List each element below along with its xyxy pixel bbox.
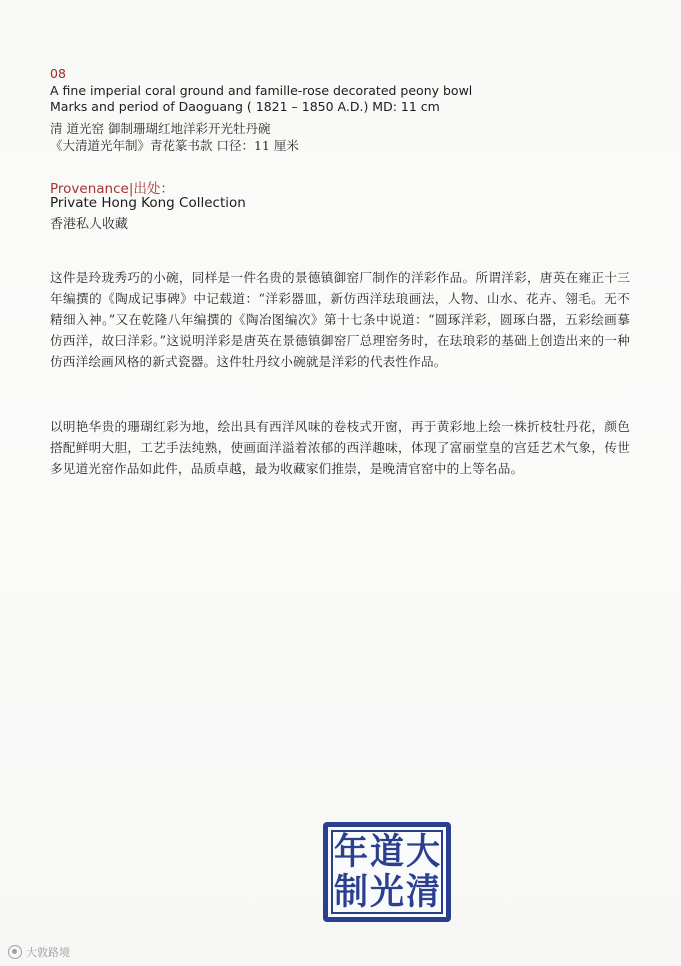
provenance-heading: Provenance|出处： (50, 181, 174, 197)
watermark-text: 大敦路境 (26, 946, 70, 959)
title-chinese-line-1: 清 道光窑 御制珊瑚红地洋彩开光牡丹碗 (50, 121, 271, 136)
title-chinese-line-2: 《大清道光年制》青花篆书款 口径：11 厘米 (50, 138, 299, 153)
seal-character: 道 (370, 831, 404, 873)
seal-character: 清 (406, 871, 440, 913)
seal-character: 光 (370, 871, 404, 913)
title-chinese (50, 120, 650, 154)
title-english-line-1: A fine imperial coral ground and famille-rose decorated peony bowl (50, 83, 473, 98)
description-paragraph-2: 以明艳华贵的珊瑚红彩为地，绘出具有西洋风味的卷枝式开窗，再于黄彩地上绘一株折枝牡丹花，颜色搭配鲜明大胆，工艺手法纯熟，使画面洋溢着浓郁的西洋趣味，体现了富丽堂皇的宫廷艺术气象，传世多见道光窑作品如此件，品质卓越，最为收藏家们推崇，是晚清官窑中的上等名品。 (50, 419, 630, 476)
provenance-english: Private Hong Kong Collection (50, 195, 246, 211)
watermark-logo-icon (8, 945, 22, 959)
title-english-line-2: Marks and period of Daoguang ( 1821 – 1850 A.D.) MD: 11 cm (50, 99, 440, 114)
description-paragraph-1: 这件是玲珑秀巧的小碗，同样是一件名贵的景德镇御窑厂制作的洋彩作品。所谓洋彩，唐英在雍正十三年编撰的《陶成记事碑》中记载道：“洋彩器皿，新仿西洋珐琅画法，人物、山水、花卉、翎毛。无不精细入神。”又在乾隆八年编撰的《陶冶图编次》第十七条中说道：“圆琢洋彩，圆琢白器，五彩绘画摹仿西洋，故曰洋彩。”这说明洋彩是唐英在景德镇御窑厂总理窑务时，在珐琅彩的基础上创造出来的一种仿西洋绘画风格的新式瓷器。这件牡丹纹小碗就是洋彩的代表性作品。 (50, 270, 630, 369)
reign-seal-mark (323, 822, 451, 922)
seal-character: 制 (334, 871, 368, 913)
watermark (8, 944, 70, 960)
provenance-chinese: 香港私人收藏 (50, 217, 129, 232)
seal-character: 大 (406, 831, 440, 873)
title-english (50, 83, 650, 115)
seal-mark-grid (331, 830, 443, 914)
seal-character: 年 (334, 831, 368, 873)
lot-number: 08 (50, 66, 66, 81)
